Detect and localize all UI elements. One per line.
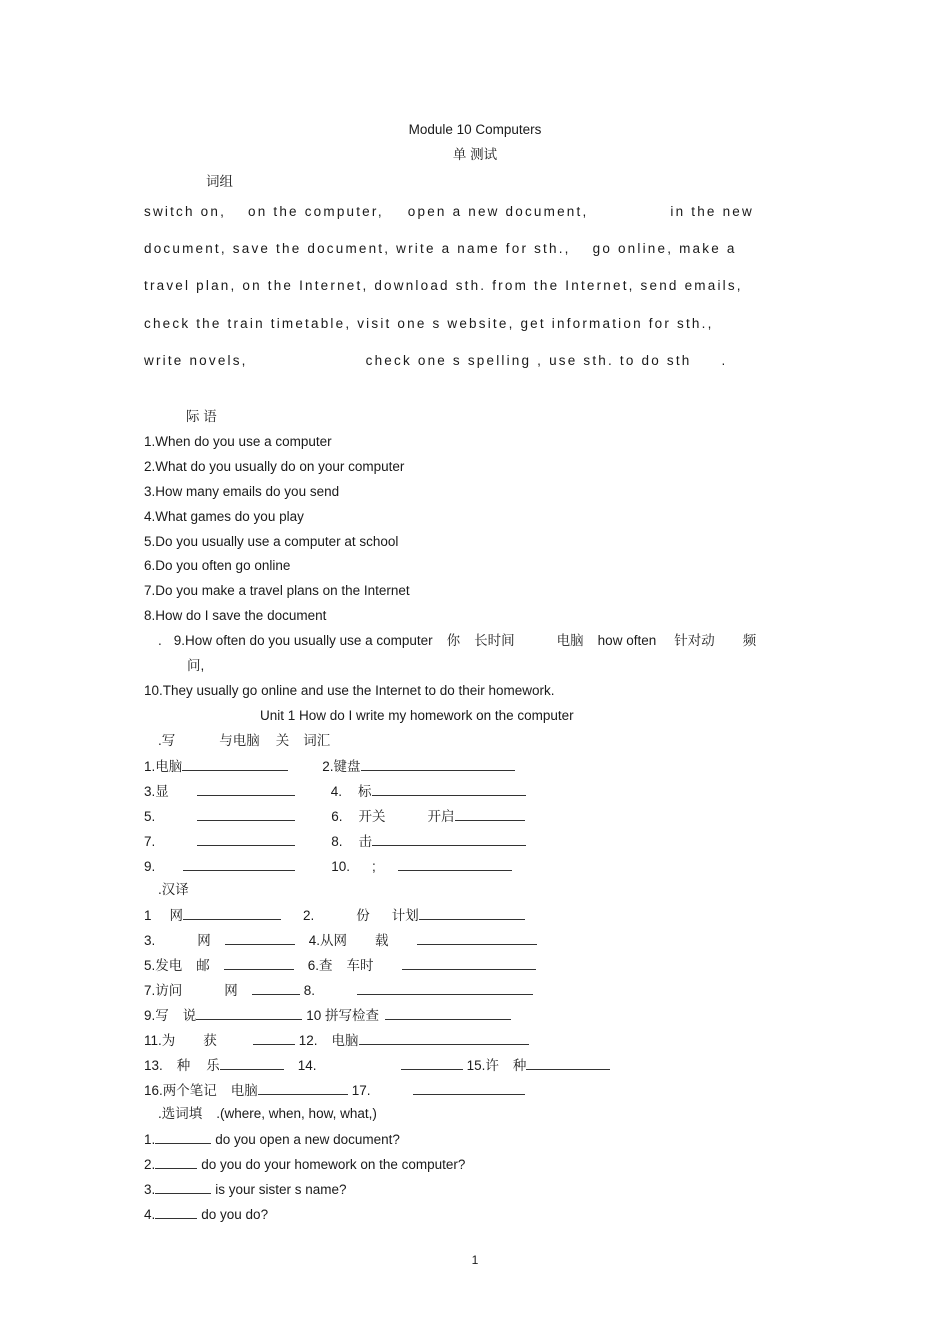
item-label: 6.查 [307, 958, 333, 973]
item-label: 10. [331, 859, 351, 874]
sec2-row-3 [144, 956, 536, 975]
question-3: 3.How many emails do you send [144, 484, 340, 499]
phrase-line-1 [144, 203, 754, 221]
question-4: 4.What games do you play [144, 509, 304, 524]
q9-part: 你 [446, 633, 461, 648]
question-1: 1.When do you use a computer [144, 434, 332, 449]
item-label: 种 [512, 1058, 527, 1073]
sec3-item-1 [144, 1130, 400, 1149]
sec2-heading: .汉译 [158, 882, 189, 897]
phrase-text: document, save the document, write a name for sth., [144, 241, 571, 256]
sec2-row-8 [144, 1081, 525, 1100]
item-label: 标 [358, 784, 372, 799]
unit-title: Unit 1 How do I write my homework on the computer [260, 708, 574, 723]
sec2-row-7 [144, 1056, 610, 1075]
question-2: 2.What do you usually do on your computer [144, 459, 405, 474]
item-label: 7. [144, 834, 156, 849]
item-label: 3.显 [144, 784, 169, 799]
item-label: 13. [144, 1058, 163, 1073]
q9-dot: . [158, 633, 162, 648]
phrase-text: switch on, [144, 204, 227, 219]
sec1-row-1 [144, 757, 515, 776]
sec1-row-5 [144, 857, 512, 876]
phrase-line-5 [144, 352, 727, 370]
sec1-heading [158, 732, 330, 750]
q9-part: 频 [742, 633, 757, 648]
item-label: 4. [144, 1207, 156, 1222]
item-label: 开关 [358, 809, 386, 824]
item-label: 3. [144, 933, 156, 948]
item-label: 电脑 [331, 1033, 359, 1048]
item-label: 1 [144, 908, 152, 923]
question-7: 7.Do you make a travel plans on the Internet [144, 583, 410, 598]
q9-part: how often [597, 633, 657, 648]
heading-part: .(where, when, how, what,) [216, 1106, 377, 1121]
item-label: 5. [144, 809, 156, 824]
item-label: 8. [331, 834, 343, 849]
phrase-text: in the new [670, 204, 754, 219]
heading-part: .写 [158, 733, 176, 748]
item-label: 2. [144, 1157, 156, 1172]
sec2-row-2 [144, 931, 537, 950]
item-label: 获 [203, 1033, 217, 1048]
item-label: 10 拼写检查 [306, 1008, 380, 1023]
item-label: 说 [182, 1008, 197, 1023]
item-label: 1. [144, 1132, 156, 1147]
sec3-item-3 [144, 1180, 347, 1199]
question-5: 5.Do you usually use a computer at school [144, 534, 399, 549]
item-text: do you do your homework on the computer? [201, 1157, 466, 1172]
item-label: 6. [331, 809, 343, 824]
phrase-text: . [721, 353, 728, 368]
phrase-text: check one s spelling , use sth. to do sth [365, 353, 692, 368]
item-label: 计划 [391, 908, 419, 923]
item-label: 5.发电 [144, 958, 183, 973]
q9-part: 长时间 [474, 633, 515, 648]
item-label: ; [372, 859, 376, 874]
sec1-row-3 [144, 807, 525, 826]
item-label: 9.写 [144, 1008, 169, 1023]
page-subtitle: 单 测试 [452, 147, 498, 162]
item-label: 份 [356, 908, 370, 923]
sec3-heading [158, 1105, 377, 1123]
item-label: 7.访问 [144, 983, 183, 998]
sec1-row-2 [144, 782, 526, 801]
item-text: is your sister s name? [215, 1182, 347, 1197]
item-text: do you do? [201, 1207, 269, 1222]
item-label: 1.电脑 [144, 759, 183, 774]
item-label: 11.为 [144, 1033, 176, 1048]
q9-part: 针对动 [674, 633, 715, 648]
phrase-text: travel plan, on the Internet, download sth. from the Internet, send emails, [144, 278, 743, 293]
sec2-row-4 [144, 981, 533, 1000]
item-label: 9. [144, 859, 156, 874]
item-label: 15.许 [466, 1058, 499, 1073]
heading-part: .选词填 [158, 1106, 203, 1121]
question-10: 10.They usually go online and use the Internet to do their homework. [144, 683, 555, 698]
item-label: 车时 [346, 958, 374, 973]
item-label: 种 [176, 1058, 191, 1073]
item-label: 4. [330, 784, 343, 799]
question-6: 6.Do you often go online [144, 558, 291, 573]
question-9-cont: 问, [187, 658, 205, 673]
phrase-text: open a new document, [407, 204, 589, 219]
sec1-row-4 [144, 832, 526, 851]
phrase-text: check the train timetable, visit one s website, get information for sth., [144, 316, 714, 331]
item-label: 4.从网 [308, 933, 348, 948]
sec3-item-2 [144, 1155, 465, 1174]
item-label: 网 [169, 908, 184, 923]
item-label: 邮 [196, 958, 210, 973]
question-9 [158, 632, 756, 650]
item-label: 2. [303, 908, 315, 923]
sec2-row-5 [144, 1006, 511, 1025]
phrases-heading: 词组 [206, 174, 233, 189]
dialog-heading: 际 语 [186, 409, 217, 424]
item-label: 12. [298, 1033, 318, 1048]
page-number: 1 [471, 1253, 479, 1267]
item-label: 16.两个笔记 [144, 1083, 217, 1098]
item-label: 网 [197, 933, 211, 948]
page-title: Module 10 Computers [408, 122, 542, 137]
item-text: do you open a new document? [215, 1132, 400, 1147]
heading-part: 词汇 [303, 733, 331, 748]
sec2-row-6 [144, 1031, 529, 1050]
phrase-text: on the computer, [248, 204, 384, 219]
item-label: 击 [358, 834, 373, 849]
item-label: 2.键盘 [322, 759, 361, 774]
phrase-text: write novels, [144, 353, 248, 368]
q9-text: 9.How often do you usually use a computer [173, 633, 433, 648]
item-label: 乐 [206, 1058, 220, 1073]
item-label: 17. [351, 1083, 371, 1098]
item-label: 3. [144, 1182, 156, 1197]
phrase-text: go online, make a [592, 241, 737, 256]
question-8: 8.How do I save the document [144, 608, 327, 623]
phrase-line-4 [144, 315, 714, 333]
item-label: 8. [303, 983, 316, 998]
heading-part: 关 [275, 733, 290, 748]
phrase-line-3 [144, 277, 743, 295]
item-label: 开启 [427, 809, 455, 824]
item-label: 网 [224, 983, 238, 998]
item-label: 电脑 [230, 1083, 258, 1098]
heading-part: 与电脑 [219, 733, 260, 748]
sec3-item-4 [144, 1205, 268, 1224]
item-label: 载 [375, 933, 389, 948]
phrase-line-2 [144, 240, 737, 258]
item-label: 14. [297, 1058, 317, 1073]
sec2-row-1 [144, 906, 525, 925]
q9-part: 电脑 [556, 633, 584, 648]
